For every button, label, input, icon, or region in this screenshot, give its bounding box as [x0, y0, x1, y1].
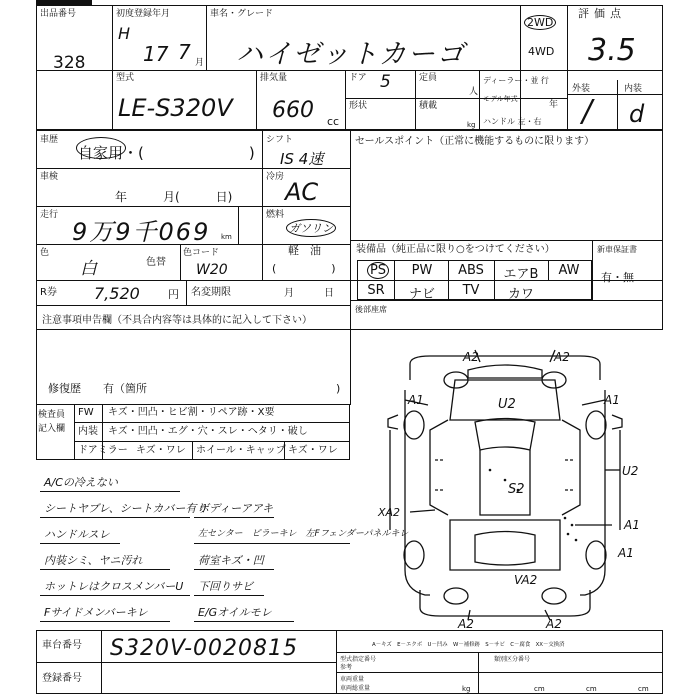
inspector-label-2: 記入欄	[38, 424, 66, 434]
code-value: W20	[196, 262, 228, 278]
history-value: 自家用・( )	[78, 144, 255, 162]
footer-cm-2: cm	[586, 685, 597, 693]
note-right-2: 左センター ピラーキレ 左Fフェンダーパネルキレ	[198, 529, 409, 539]
kg-unit: kg	[467, 121, 476, 129]
equip-tv: TV	[462, 283, 480, 298]
exterior-grade: /	[582, 94, 593, 129]
score-label: 評価点	[578, 7, 626, 20]
mark-a1-right-mid: A1	[624, 518, 640, 532]
lot-number: 328	[53, 53, 86, 73]
month-unit: 月	[195, 58, 205, 68]
inspector-row3-text: キズ・ワレ	[136, 445, 186, 456]
mark-xa2-left: XA2	[378, 506, 401, 519]
repaint-label: 色替	[146, 257, 166, 268]
footer-type-number: 型式指定番号	[340, 656, 377, 663]
sales-point-label: セールスポイント（正常に機能するものに限ります）	[355, 136, 595, 147]
damage-legend: A－キズ E－エクボ U－凹み W－補修跡 S－サビ C－腐食 XX－交換済	[372, 642, 565, 648]
displacement: 660	[272, 98, 314, 123]
model-label: 型式	[116, 73, 135, 83]
mark-a1-right-low: A1	[618, 546, 634, 560]
equip-navi: ナビ	[408, 287, 435, 302]
note-right-3: 荷室キズ・凹	[198, 554, 264, 567]
km-unit: km	[221, 233, 232, 241]
inspector-row3-end: キズ・ワレ	[288, 445, 338, 456]
note-6: Fサイドメンバーキレ	[44, 606, 148, 619]
equip-leather: カワ	[507, 287, 534, 302]
aircon-value: AC	[285, 178, 319, 206]
dealer-label: ディーラー・並 行	[483, 76, 549, 85]
door-label: ドア	[349, 73, 367, 83]
exterior-label: 外装	[572, 84, 591, 94]
color-label: 色	[40, 248, 50, 258]
mark-a2-bottom-right: A2	[546, 617, 562, 631]
fuel-value: ガソリン	[286, 219, 336, 237]
equip-ps: PS	[359, 263, 397, 278]
interior-label: 内装	[624, 84, 643, 94]
fuel-label: 燃料	[266, 210, 285, 220]
score: 3.5	[588, 33, 636, 68]
r-ticket-label: R券	[40, 287, 57, 298]
mileage-label: 走行	[40, 210, 59, 220]
note-right-1: ボディーアアキ	[198, 502, 274, 515]
footer-class-number: 類別区分番号	[494, 656, 531, 663]
remarks-header: 注意事項申告欄（不具合内容等は具体的に記入して下さい）	[42, 315, 312, 326]
person-unit: 人	[469, 87, 479, 97]
aircon-label: 冷房	[266, 172, 285, 182]
interior-grade: d	[629, 100, 645, 128]
shape-label: 形状	[349, 101, 368, 111]
equip-aw: AW	[558, 263, 580, 278]
first-reg-year: 17	[143, 42, 169, 66]
code-label: 色コード	[183, 248, 220, 258]
fuel-paren: ( )	[272, 262, 336, 275]
inspector-row2-tag: 内装	[78, 426, 98, 437]
load-label: 積載	[419, 101, 438, 111]
note-2: シートヤブレ、シートカバー有り	[44, 502, 208, 515]
mark-u2-roof: U2	[498, 397, 516, 412]
chassis-value: S320V-0020815	[110, 636, 299, 661]
footer-cm-1: cm	[534, 685, 545, 693]
color-value: 白	[80, 259, 97, 279]
equipment-label: 装備品（純正品に限り○をつけてください）	[356, 244, 555, 255]
footer-gross-weight: 車両総重量	[340, 685, 371, 692]
note-4: 内装シミ、ヤニ汚れ	[44, 554, 143, 567]
history-label: 車歴	[40, 135, 59, 145]
registration-label: 登録番号	[42, 673, 82, 684]
r-ticket-value: 7,520	[94, 284, 140, 303]
inspector-row1-tag: FW	[78, 407, 94, 418]
inspection-value: 年 月( 日)	[115, 190, 233, 204]
note-1: A/Cの冷えない	[44, 476, 118, 489]
capacity-label: 定員	[419, 73, 438, 83]
name-change-value: 月 日	[284, 288, 334, 299]
displacement-label: 排気量	[260, 73, 288, 83]
inspector-row1-text: キズ・凹凸・ヒビ割・リペア跡・X要	[108, 407, 275, 418]
equip-sr: SR	[367, 283, 385, 298]
name-label: 車名・グレード	[210, 9, 274, 19]
shift-value: IS 4速	[280, 150, 324, 168]
first-reg-label: 初度登録年月	[116, 9, 171, 19]
mark-va2-low: VA2	[514, 573, 538, 587]
repair-close: )	[336, 382, 341, 395]
mark-a2-bottom-left: A2	[458, 617, 474, 631]
footer-cm-3: cm	[638, 685, 649, 693]
equip-abs: ABS	[458, 263, 484, 278]
inspector-row3-mid: ホイール・キャップ	[196, 445, 286, 456]
mark-a2-top-left: A2	[463, 350, 479, 364]
warranty-value: 有・無	[601, 271, 634, 284]
cc-unit: cc	[327, 115, 340, 128]
drive-2wd: 2WD	[524, 15, 556, 30]
chassis-label: 車台番号	[42, 640, 82, 651]
era: H	[118, 24, 131, 43]
note-right-5: E/Gオイルモレ	[198, 606, 272, 619]
fuel-alt: 軽 油	[288, 244, 321, 257]
mileage-value: 9万9千069	[72, 218, 211, 246]
footer-reference: 参考	[340, 664, 353, 671]
equip-pw: PW	[411, 263, 433, 278]
inspection-label: 車検	[40, 172, 59, 182]
inspector-label-1: 検査員	[38, 410, 66, 420]
yen-unit: 円	[168, 288, 179, 301]
door-count: 5	[380, 72, 391, 92]
equip-airbag: エアB	[503, 267, 539, 282]
mark-u2-right: U2	[622, 464, 639, 478]
first-reg-month: 7	[178, 40, 191, 64]
warranty-label: 新車保証書	[597, 245, 637, 254]
note-3: ハンドルスレ	[44, 528, 110, 541]
note-right-4: 下回りサビ	[198, 580, 253, 593]
footer-kg: kg	[462, 685, 471, 693]
lot-label: 出品番号	[40, 9, 77, 19]
model-year-label: モデル年式	[483, 95, 518, 103]
year-unit: 年	[549, 100, 559, 110]
car-damage-diagram	[350, 330, 663, 630]
model-code: LE-S320V	[118, 94, 233, 122]
car-name: ハイゼットカーゴ	[236, 39, 466, 70]
mark-a1-right: A1	[604, 393, 620, 407]
drive-4wd: 4WD	[528, 45, 555, 58]
inspector-row2-text: キズ・凹凸・エグ・穴・スレ・ヘタリ・破し	[108, 426, 308, 437]
note-5: ホットレはクロスメンバーU	[44, 580, 184, 593]
footer-vehicle-weight: 車両重量	[340, 676, 365, 683]
rear-seat-label: 後部座席	[355, 305, 387, 314]
repair-label: 修復歴 有（箇所	[48, 382, 147, 395]
handle-label: ハンドル 左・右	[483, 117, 542, 126]
mark-a1-left: A1	[408, 393, 424, 407]
mark-a2-top-right: A2	[554, 350, 570, 364]
inspector-row3-tag: ドアミラー	[78, 445, 128, 456]
shift-label: シフト	[266, 135, 294, 145]
name-change-label: 名変期限	[191, 287, 231, 298]
mark-s2-center: S2	[508, 482, 525, 497]
